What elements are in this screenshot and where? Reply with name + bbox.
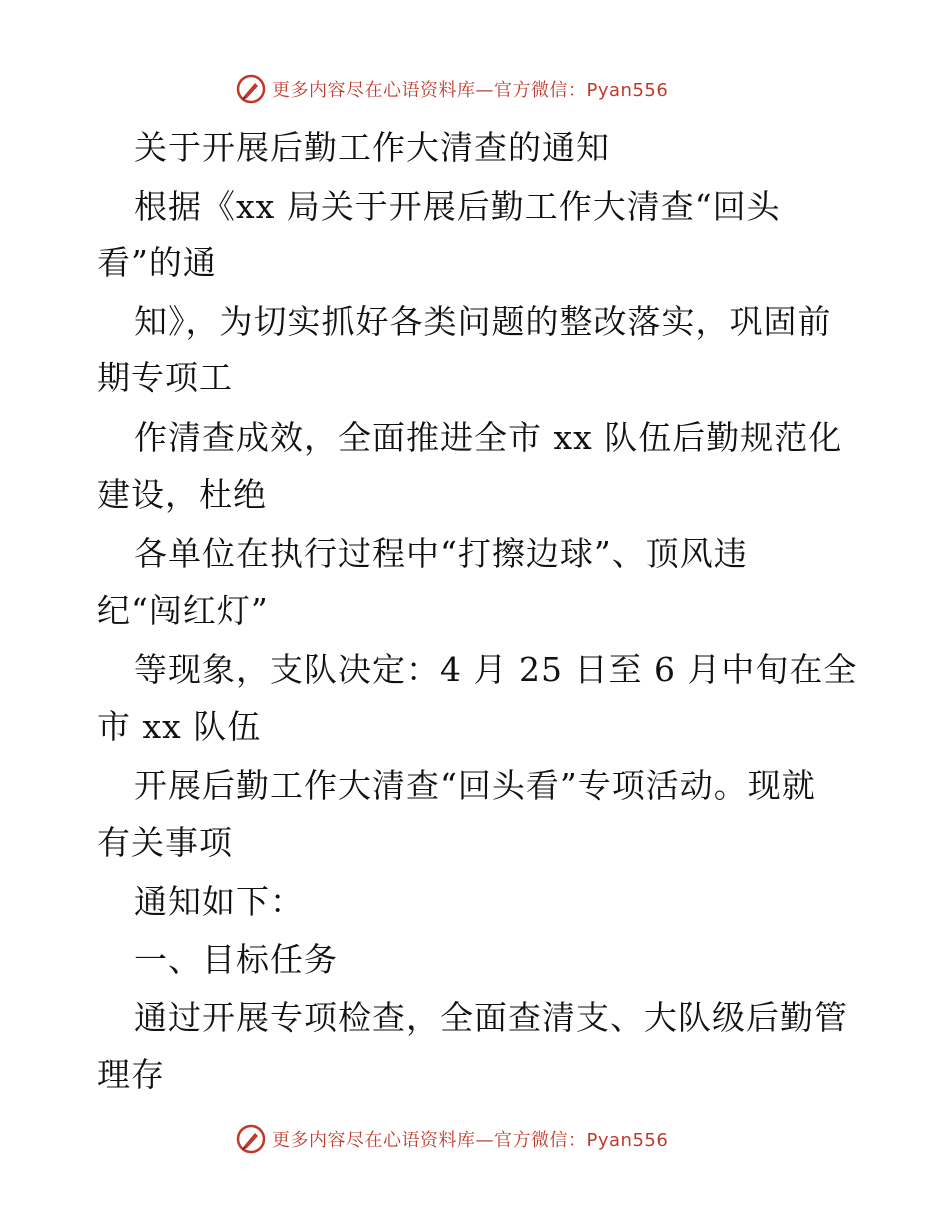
- watermark-separator: —: [475, 80, 494, 101]
- watermark-label: 官方微信：: [494, 1130, 587, 1151]
- watermark-header: [236, 72, 668, 106]
- watermark-separator: —: [475, 1130, 494, 1151]
- watermark-brand: 更多内容尽在心语资料库: [272, 1130, 476, 1151]
- watermark-id: Pyan556: [586, 80, 669, 101]
- text-line: 理存: [97, 1055, 165, 1094]
- text-line: 通过开展专项检查，全面查清支、大队级后勤管: [134, 998, 848, 1037]
- watermark-text: [272, 76, 668, 102]
- text-line: 建设，杜绝: [97, 475, 267, 514]
- pen-logo-icon: [236, 1124, 266, 1154]
- text-line: 根据《xx 局关于开展后勤工作大清查“回头: [134, 187, 781, 226]
- text-line: 有关事项: [97, 823, 233, 862]
- section-heading: 一、目标任务: [134, 940, 338, 979]
- text-line: 知》，为切实抓好各类问题的整改落实，巩固前: [134, 302, 832, 341]
- text-line: 看”的通: [97, 243, 217, 282]
- text-line: 期专项工: [97, 358, 233, 397]
- text-line: 各单位在执行过程中“打擦边球”、顶风违: [134, 534, 748, 573]
- document-title: 关于开展后勤工作大清查的通知: [134, 128, 610, 167]
- watermark-footer: [236, 1122, 668, 1156]
- watermark-id: Pyan556: [586, 1130, 669, 1151]
- text-line: 市 xx 队伍: [97, 707, 262, 746]
- pen-logo-icon: [236, 74, 266, 104]
- text-line: 通知如下：: [134, 882, 304, 921]
- text-line: 开展后勤工作大清查“回头看”专项活动。现就: [134, 766, 816, 805]
- watermark-text: [272, 1126, 668, 1152]
- watermark-brand: 更多内容尽在心语资料库: [272, 80, 476, 101]
- text-line: 作清查成效，全面推进全市 xx 队伍后勤规范化: [134, 418, 843, 457]
- text-line: 纪“闯红灯”: [97, 591, 269, 630]
- text-line: 等现象，支队决定：4 月 25 日至 6 月中旬在全: [134, 650, 858, 689]
- watermark-label: 官方微信：: [494, 80, 587, 101]
